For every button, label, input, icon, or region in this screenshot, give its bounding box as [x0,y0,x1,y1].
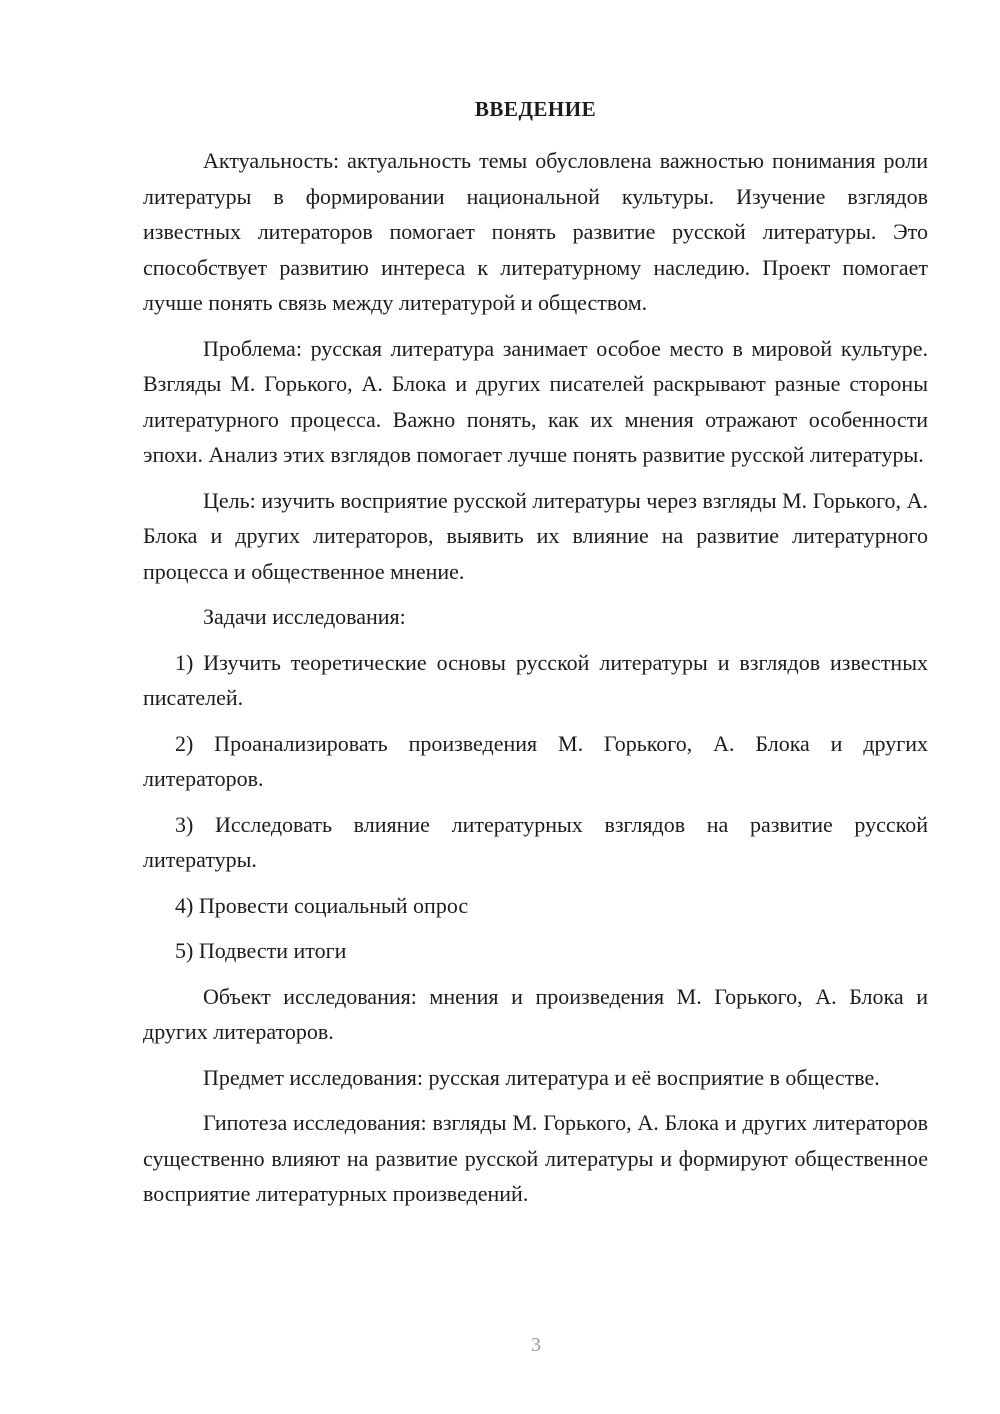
paragraph-goal: Цель: изучить восприятие русской литературы через взгляды М. Горького, А. Блока и других литераторов, выявить их влияние на развитие литературного процесса и общественное мнение. [143,487,928,584]
paragraph-hypothesis: Гипотеза исследования: взгляды М. Горького, А. Блока и других литераторов существенно влияют на развитие русской литературы и формируют общественное восприятие литературных произведений. [143,1110,928,1206]
tasks-heading: Задачи исследования: [203,604,406,629]
task-item-1: 1) Изучить теоретические основы русской литературы и взглядов известных писателей. [143,649,928,710]
page-number: 3 [531,1334,541,1356]
page-title: ВВЕДЕНИЕ [474,97,597,121]
task-item-2: 2) Проанализировать произведения М. Горького, А. Блока и других литераторов. [143,730,928,791]
paragraph-relevance: Актуальность: актуальность темы обусловлена важностью понимания роли литературы в формировании национальной культуры. Изучение взглядов известных литераторов помогает понять развитие русской литературы. Это способствует развитию интереса к литературному наследию. Проект помогает лучше понять связь между литературой и обществом. [143,148,928,315]
paragraph-object: Объект исследования: мнения и произведения М. Горького, А. Блока и других литераторов. [143,983,928,1044]
task-item-4: 4) Провести социальный опрос [175,892,469,918]
task-item-5: 5) Подвести итоги [175,938,347,963]
document-body [143,143,928,1222]
task-item-3: 3) Исследовать влияние литературных взглядов на развитие русской литературы. [143,811,928,872]
paragraph-subject: Предмет исследования: русская литература и её восприятие в обществе. [203,1064,880,1090]
paragraph-problem: Проблема: русская литература занимает особое место в мировой культуре. Взгляды М. Горького, А. Блока и других писателей раскрывают разные стороны литературного процесса. Важно понять, как их мнения отражают особенности эпохи. Анализ этих взглядов помогает лучше понять развитие русской литературы. [143,335,928,467]
